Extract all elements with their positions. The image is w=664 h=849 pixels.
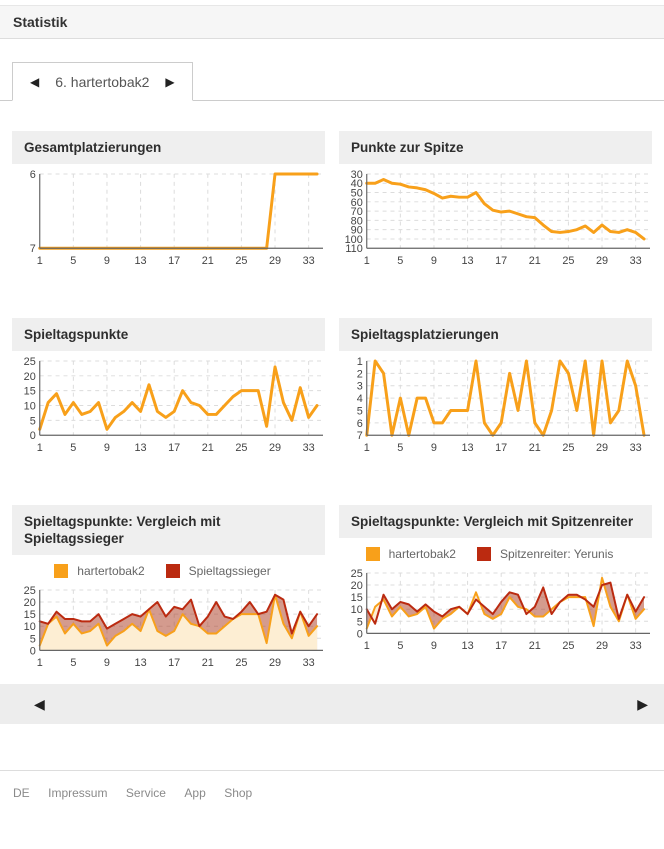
svg-text:5: 5 xyxy=(70,657,77,670)
svg-text:7: 7 xyxy=(356,430,363,443)
svg-text:29: 29 xyxy=(268,255,282,268)
svg-text:29: 29 xyxy=(595,255,609,268)
footer-link-app[interactable]: App xyxy=(184,786,206,801)
chart-title: Spieltagsplatzierungen xyxy=(339,318,652,351)
chart-title: Gesamtplatzierungen xyxy=(12,131,325,164)
pager-prev-icon[interactable]: ◀ xyxy=(34,695,45,712)
legend-label-spitzenreiter: Spitzenreiter: Yerunis xyxy=(499,547,614,562)
svg-text:6: 6 xyxy=(356,417,363,430)
svg-text:70: 70 xyxy=(350,206,363,219)
punkte-zur-spitze-chart xyxy=(339,170,650,268)
svg-text:17: 17 xyxy=(168,255,181,268)
svg-text:0: 0 xyxy=(356,628,363,641)
chart-panel-spieltagspunkte xyxy=(12,318,325,455)
svg-text:25: 25 xyxy=(562,255,575,268)
svg-text:29: 29 xyxy=(595,640,609,653)
svg-text:29: 29 xyxy=(268,657,282,670)
svg-text:21: 21 xyxy=(201,442,214,455)
pager-bar xyxy=(0,684,664,724)
chart-area xyxy=(339,563,652,653)
svg-text:5: 5 xyxy=(70,255,77,268)
svg-text:13: 13 xyxy=(461,442,474,455)
chart-panel-gesamtplatzierungen xyxy=(12,131,325,268)
svg-text:17: 17 xyxy=(495,640,508,653)
pager-next-icon[interactable]: ▶ xyxy=(637,695,648,712)
svg-text:1: 1 xyxy=(363,442,370,455)
svg-text:5: 5 xyxy=(397,640,404,653)
svg-text:5: 5 xyxy=(356,616,363,629)
svg-text:20: 20 xyxy=(23,597,36,610)
svg-text:25: 25 xyxy=(235,255,248,268)
footer xyxy=(0,770,664,802)
svg-text:33: 33 xyxy=(302,255,315,268)
svg-text:0: 0 xyxy=(29,430,36,443)
svg-text:0: 0 xyxy=(29,645,36,658)
svg-text:20: 20 xyxy=(350,580,363,593)
svg-text:21: 21 xyxy=(528,640,541,653)
chart-panel-spieltagsplatzierungen xyxy=(339,318,652,455)
tab-next-icon[interactable]: ▶ xyxy=(165,74,175,89)
chart-panel-punkte-zur-spitze xyxy=(339,131,652,268)
svg-text:33: 33 xyxy=(629,255,642,268)
svg-text:10: 10 xyxy=(350,604,363,617)
gesamtplatzierungen-chart xyxy=(12,170,323,268)
svg-text:20: 20 xyxy=(23,370,36,383)
tab-strip xyxy=(0,62,664,101)
chart-area xyxy=(339,351,652,455)
chart-title: Spieltagspunkte xyxy=(12,318,325,351)
svg-text:10: 10 xyxy=(23,621,36,634)
svg-text:25: 25 xyxy=(235,657,248,670)
svg-text:33: 33 xyxy=(302,657,315,670)
spieltagspunkte-chart xyxy=(12,357,323,455)
spieltagsplatzierungen-chart xyxy=(339,357,650,455)
svg-text:5: 5 xyxy=(397,255,404,268)
tab-prev-icon[interactable]: ◀ xyxy=(30,74,40,89)
chart-legend xyxy=(12,555,325,580)
svg-text:21: 21 xyxy=(201,255,214,268)
svg-text:33: 33 xyxy=(302,442,315,455)
svg-text:60: 60 xyxy=(350,196,363,209)
svg-text:9: 9 xyxy=(103,657,110,670)
svg-text:17: 17 xyxy=(495,442,508,455)
svg-text:25: 25 xyxy=(23,357,36,368)
vergleich-spitzenreiter-chart xyxy=(339,569,650,653)
legend-swatch-spieltagssieger xyxy=(166,564,180,578)
chart-panel-vergleich-spitzenreiter xyxy=(339,505,652,670)
svg-text:29: 29 xyxy=(268,442,282,455)
svg-text:25: 25 xyxy=(350,569,363,581)
chart-area xyxy=(12,580,325,670)
svg-text:15: 15 xyxy=(23,609,36,622)
svg-text:90: 90 xyxy=(350,224,363,237)
svg-text:13: 13 xyxy=(134,442,147,455)
legend-label-hartertobak2: hartertobak2 xyxy=(77,564,145,579)
chart-title: Spieltagspunkte: Vergleich mit Spitzenreiter xyxy=(339,505,652,538)
svg-text:21: 21 xyxy=(528,255,541,268)
charts-grid xyxy=(0,101,664,682)
svg-text:1: 1 xyxy=(363,255,370,268)
legend-swatch-hartertobak2 xyxy=(54,564,68,578)
svg-text:25: 25 xyxy=(235,442,248,455)
svg-text:13: 13 xyxy=(461,640,474,653)
header-bar xyxy=(0,5,664,39)
svg-text:6: 6 xyxy=(29,170,36,181)
footer-link-shop[interactable]: Shop xyxy=(224,786,253,801)
chart-area xyxy=(12,351,325,455)
legend-label-spieltagssieger: Spieltagssieger xyxy=(188,564,271,579)
legend-label-hartertobak2: hartertobak2 xyxy=(388,547,456,562)
svg-text:50: 50 xyxy=(350,187,363,200)
svg-text:3: 3 xyxy=(356,380,363,393)
svg-text:9: 9 xyxy=(103,255,110,268)
page-root xyxy=(0,5,664,802)
svg-text:110: 110 xyxy=(345,243,363,256)
svg-text:1: 1 xyxy=(363,640,370,653)
svg-text:25: 25 xyxy=(562,442,575,455)
footer-link-impressum[interactable]: Impressum xyxy=(48,786,108,801)
svg-text:1: 1 xyxy=(36,442,43,455)
svg-text:21: 21 xyxy=(528,442,541,455)
svg-text:29: 29 xyxy=(595,442,609,455)
svg-text:5: 5 xyxy=(70,442,77,455)
svg-text:30: 30 xyxy=(350,170,363,181)
svg-text:5: 5 xyxy=(356,405,363,418)
svg-text:25: 25 xyxy=(23,586,36,598)
svg-text:100: 100 xyxy=(344,233,363,246)
svg-text:80: 80 xyxy=(350,215,363,228)
tab-label: 6. hartertobak2 xyxy=(55,73,150,90)
svg-text:4: 4 xyxy=(356,393,363,406)
chart-area xyxy=(339,164,652,268)
legend-swatch-hartertobak2 xyxy=(366,547,380,561)
page-title: Statistik xyxy=(13,14,68,30)
svg-text:33: 33 xyxy=(629,640,642,653)
chart-title: Spieltagspunkte: Vergleich mit Spieltagssieger xyxy=(12,505,325,555)
svg-text:5: 5 xyxy=(29,415,36,428)
svg-text:7: 7 xyxy=(29,243,36,256)
tab-current[interactable] xyxy=(12,62,193,101)
svg-text:9: 9 xyxy=(430,640,437,653)
svg-text:13: 13 xyxy=(134,255,147,268)
chart-title: Punkte zur Spitze xyxy=(339,131,652,164)
svg-text:15: 15 xyxy=(23,385,36,398)
svg-text:9: 9 xyxy=(430,442,437,455)
svg-text:5: 5 xyxy=(397,442,404,455)
legend-swatch-spitzenreiter xyxy=(477,547,491,561)
footer-link-de[interactable]: DE xyxy=(13,786,30,801)
svg-text:9: 9 xyxy=(103,442,110,455)
svg-text:1: 1 xyxy=(356,357,363,368)
svg-text:17: 17 xyxy=(168,442,181,455)
chart-legend xyxy=(339,538,652,563)
svg-text:13: 13 xyxy=(461,255,474,268)
svg-text:10: 10 xyxy=(23,400,36,413)
svg-text:17: 17 xyxy=(168,657,181,670)
svg-text:5: 5 xyxy=(29,633,36,646)
svg-text:13: 13 xyxy=(134,657,147,670)
svg-text:21: 21 xyxy=(201,657,214,670)
svg-text:15: 15 xyxy=(350,592,363,605)
svg-text:2: 2 xyxy=(356,368,363,381)
chart-area xyxy=(12,164,325,268)
vergleich-spieltagssieger-chart xyxy=(12,586,323,670)
svg-text:17: 17 xyxy=(495,255,508,268)
svg-text:9: 9 xyxy=(430,255,437,268)
svg-text:1: 1 xyxy=(36,657,43,670)
svg-text:40: 40 xyxy=(350,178,363,191)
chart-panel-vergleich-spieltagssieger xyxy=(12,505,325,670)
svg-text:33: 33 xyxy=(629,442,642,455)
footer-link-service[interactable]: Service xyxy=(125,786,166,801)
svg-text:25: 25 xyxy=(562,640,575,653)
svg-text:1: 1 xyxy=(36,255,43,268)
